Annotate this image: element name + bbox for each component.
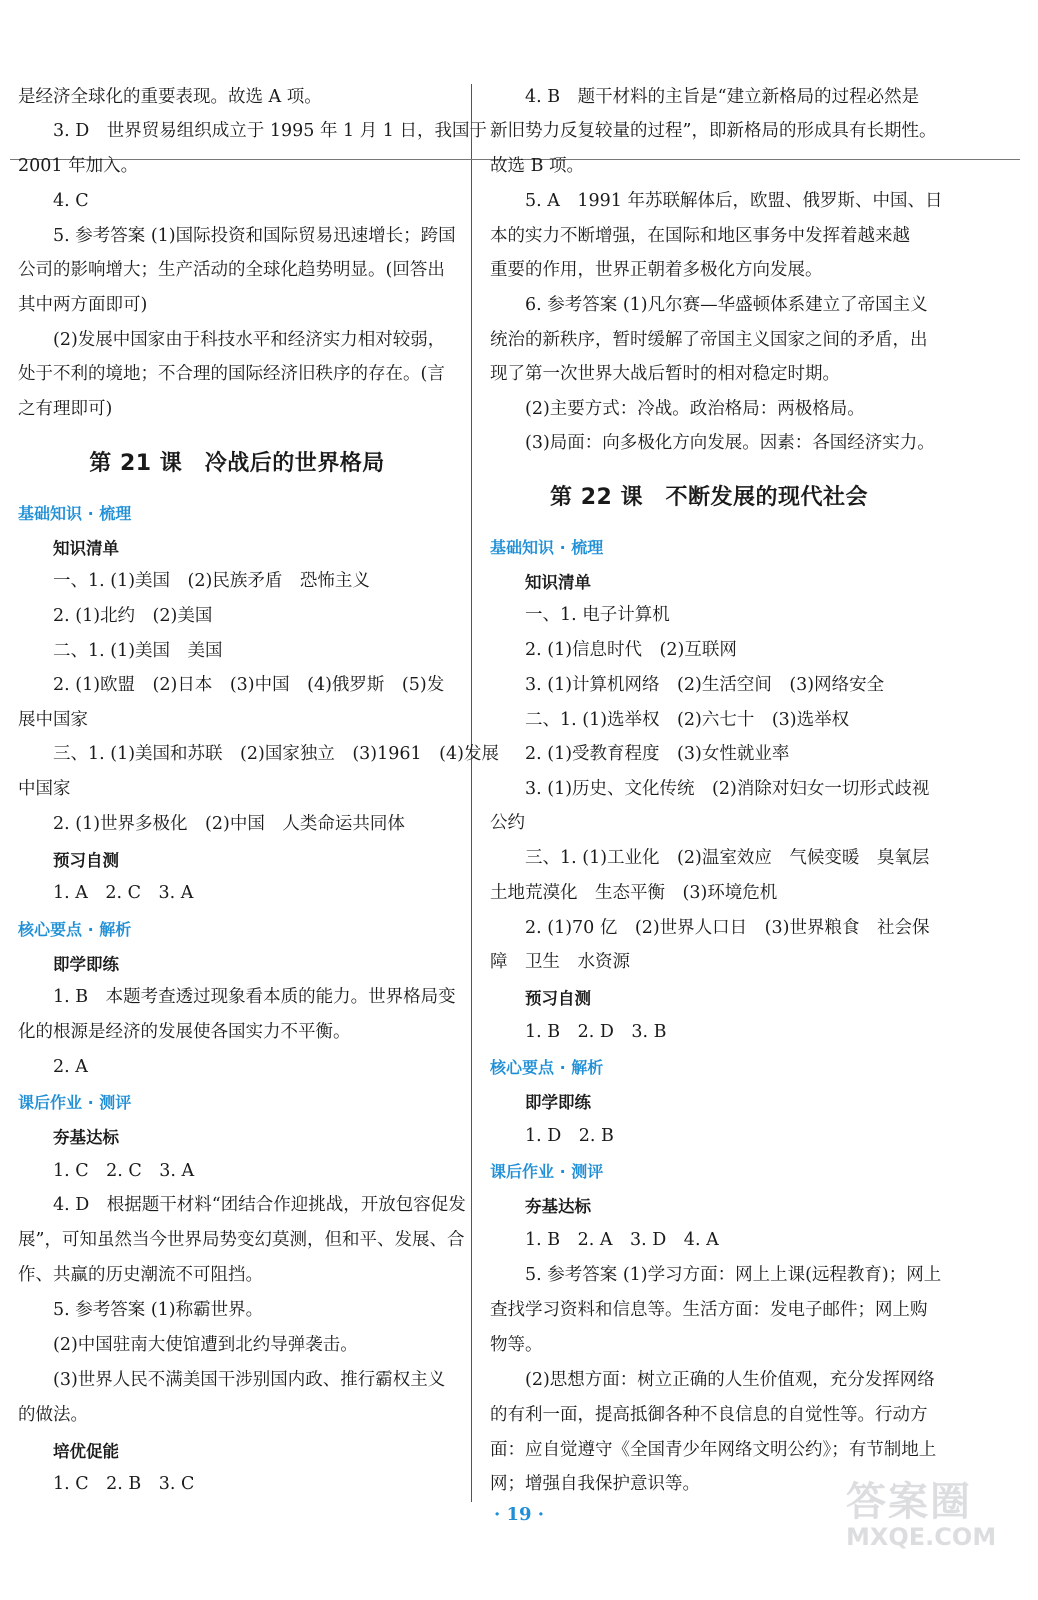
watermark-text: 答案圈 bbox=[846, 1479, 972, 1525]
text-line: 本的实力不断增强，在国际和地区事务中发挥着越来越 bbox=[490, 226, 910, 246]
text-line: 2. (1)北约 (2)美国 bbox=[53, 606, 213, 626]
text-line: 是经济全球化的重要表现。故选 A 项。 bbox=[18, 87, 322, 107]
subsection-heading: 知识清单 bbox=[525, 573, 591, 592]
text-line: 公约 bbox=[490, 813, 525, 833]
text-line: 障 卫生 水资源 bbox=[490, 952, 630, 972]
text-line: 化的根源是经济的发展使各国实力不平衡。 bbox=[18, 1022, 351, 1042]
subsection-heading: 预习自测 bbox=[525, 989, 591, 1008]
lesson-title: 第 22 课 不断发展的现代社会 bbox=[550, 485, 868, 510]
text-line: 1. D 2. B bbox=[525, 1126, 614, 1146]
watermark-logo bbox=[846, 1470, 1016, 1582]
text-line: (2)思想方面：树立正确的人生价值观，充分发挥网络 bbox=[525, 1370, 935, 1390]
text-line: 处于不利的境地；不合理的国际经济旧秩序的存在。(言 bbox=[18, 364, 445, 384]
page-number: · 19 · bbox=[493, 1504, 545, 1525]
text-line: 1. B 2. A 3. D 4. A bbox=[525, 1230, 719, 1250]
text-line: 1. C 2. B 3. C bbox=[53, 1474, 195, 1494]
text-line: 1. C 2. C 3. A bbox=[53, 1161, 195, 1181]
lesson-title: 第 21 课 冷战后的世界格局 bbox=[89, 451, 385, 476]
text-line: (2)主要方式：冷战。政治格局：两极格局。 bbox=[525, 399, 865, 419]
text-line: 统治的新秩序，暂时缓解了帝国主义国家之间的矛盾，出 bbox=[490, 330, 928, 350]
text-line: 2. (1)受教育程度 (3)女性就业率 bbox=[525, 744, 790, 764]
text-line: 5. A 1991 年苏联解体后，欧盟、俄罗斯、中国、日 bbox=[525, 191, 943, 211]
text-line: 2. (1)欧盟 (2)日本 (3)中国 (4)俄罗斯 (5)发 bbox=[53, 675, 445, 695]
text-line: 2. A bbox=[53, 1057, 88, 1077]
subsection-heading: 知识清单 bbox=[53, 539, 119, 558]
text-line: 物等。 bbox=[490, 1335, 543, 1355]
text-line: 5. 参考答案 (1)学习方面：网上上课(远程教育)；网上 bbox=[525, 1265, 942, 1285]
section-heading: 核心要点 · 解析 bbox=[18, 920, 132, 939]
text-line: (2)发展中国家由于科技水平和经济实力相对较弱， bbox=[53, 330, 446, 350]
subsection-heading: 预习自测 bbox=[53, 851, 119, 870]
text-line: 3. (1)历史、文化传统 (2)消除对妇女一切形式歧视 bbox=[525, 779, 930, 799]
text-line: 2. (1)70 亿 (2)世界人口日 (3)世界粮食 社会保 bbox=[525, 918, 930, 938]
text-line: 1. A 2. C 3. A bbox=[53, 883, 194, 903]
text-line: (2)中国驻南大使馆遭到北约导弹袭击。 bbox=[53, 1335, 358, 1355]
text-line: 5. 参考答案 (1)国际投资和国际贸易迅速增长；跨国 bbox=[53, 226, 456, 246]
text-line: 的有利一面，提高抵御各种不良信息的自觉性等。行动方 bbox=[490, 1405, 928, 1425]
watermark-url: MXQE.COM bbox=[846, 1523, 997, 1551]
section-heading: 课后作业 · 测评 bbox=[490, 1162, 604, 1181]
text-line: (3)世界人民不满美国干涉别国内政、推行霸权主义 bbox=[53, 1370, 446, 1390]
text-line: 展中国家 bbox=[18, 710, 88, 730]
text-line: 面：应自觉遵守《全国青少年网络文明公约》；有节制地上 bbox=[490, 1440, 937, 1460]
text-line: 土地荒漠化 生态平衡 (3)环境危机 bbox=[490, 883, 778, 903]
text-line: 查找学习资料和信息等。生活方面：发电子邮件；网上购 bbox=[490, 1300, 928, 1320]
text-line: 现了第一次世界大战后暂时的相对稳定时期。 bbox=[490, 364, 840, 384]
section-heading: 课后作业 · 测评 bbox=[18, 1093, 132, 1112]
text-line: 2. (1)世界多极化 (2)中国 人类命运共同体 bbox=[53, 814, 405, 834]
subsection-heading: 夯基达标 bbox=[53, 1128, 119, 1147]
text-line: 5. 参考答案 (1)称霸世界。 bbox=[53, 1300, 264, 1320]
text-line: 2001 年加入。 bbox=[18, 156, 139, 176]
text-line: 2. (1)信息时代 (2)互联网 bbox=[525, 640, 737, 660]
text-line: 3. (1)计算机网络 (2)生活空间 (3)网络安全 bbox=[525, 675, 885, 695]
text-line: 二、1. (1)选举权 (2)六七十 (3)选举权 bbox=[525, 710, 850, 730]
text-line: 故选 B 项。 bbox=[490, 156, 584, 176]
text-line: 4. D 根据题干材料“团结合作迎挑战，开放包容促发 bbox=[53, 1195, 466, 1215]
text-line: 展”，可知虽然当今世界局势变幻莫测，但和平、发展、合 bbox=[18, 1230, 465, 1250]
text-line: 4. B 题干材料的主旨是“建立新格局的过程必然是 bbox=[525, 87, 920, 107]
text-line: 一、1. (1)美国 (2)民族矛盾 恐怖主义 bbox=[53, 571, 370, 591]
subsection-heading: 培优促能 bbox=[53, 1442, 119, 1461]
text-line: 1. B 2. D 3. B bbox=[525, 1022, 667, 1042]
text-line: 网；增强自我保护意识等。 bbox=[490, 1474, 700, 1494]
text-line: 3. D 世界贸易组织成立于 1995 年 1 月 1 日，我国于 bbox=[53, 121, 487, 141]
section-heading: 基础知识 · 梳理 bbox=[490, 538, 604, 557]
text-line: 1. B 本题考查透过现象看本质的能力。世界格局变 bbox=[53, 987, 456, 1007]
column-divider bbox=[471, 84, 472, 1502]
text-line: 作、共赢的历史潮流不可阻挡。 bbox=[18, 1265, 263, 1285]
text-line: 三、1. (1)美国和苏联 (2)国家独立 (3)1961 (4)发展 bbox=[53, 744, 499, 764]
text-line: 一、1. 电子计算机 bbox=[525, 605, 670, 625]
text-line: 公司的影响增大；生产活动的全球化趋势明显。(回答出 bbox=[18, 260, 445, 280]
text-line: 的做法。 bbox=[18, 1405, 88, 1425]
text-line: 新旧势力反复较量的过程”，即新格局的形成具有长期性。 bbox=[490, 121, 937, 141]
section-heading: 基础知识 · 梳理 bbox=[18, 504, 132, 523]
text-line: 其中两方面即可) bbox=[18, 295, 148, 315]
subsection-heading: 即学即练 bbox=[525, 1093, 591, 1112]
text-line: 三、1. (1)工业化 (2)温室效应 气候变暖 臭氧层 bbox=[525, 848, 930, 868]
section-heading: 核心要点 · 解析 bbox=[490, 1058, 604, 1077]
text-line: (3)局面：向多极化方向发展。因素：各国经济实力。 bbox=[525, 433, 935, 453]
subsection-heading: 即学即练 bbox=[53, 955, 119, 974]
text-line: 之有理即可) bbox=[18, 399, 113, 419]
text-line: 6. 参考答案 (1)凡尔赛—华盛顿体系建立了帝国主义 bbox=[525, 295, 928, 315]
subsection-heading: 夯基达标 bbox=[525, 1197, 591, 1216]
text-line: 中国家 bbox=[18, 779, 71, 799]
text-line: 4. C bbox=[53, 191, 89, 211]
text-line: 二、1. (1)美国 美国 bbox=[53, 641, 223, 661]
text-line: 重要的作用，世界正朝着多极化方向发展。 bbox=[490, 260, 823, 280]
